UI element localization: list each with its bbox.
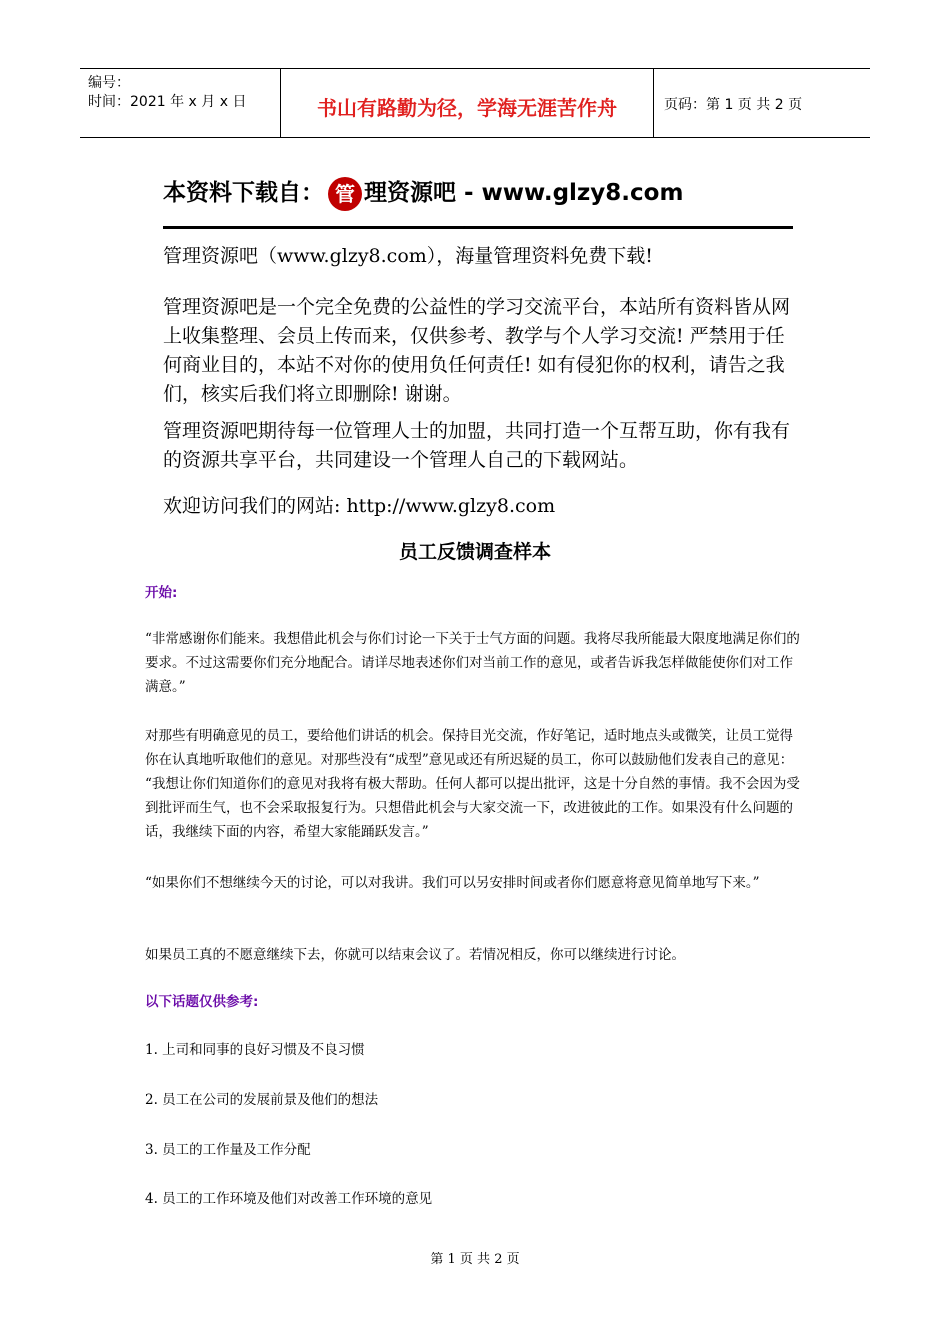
topics-heading: 以下话题仅供参考: [145,994,259,1010]
para-4-block [145,943,805,967]
banner-text [163,174,683,211]
page-label: 页码：第 1 页 共 2 页 [664,97,803,113]
body-paragraph-2: 对那些有明确意见的员工，要给他们讲话的机会。保持目光交流，作好笔记，适时地点头或微笑，让员工觉得你在认真地听取他们的意见。对那些没有“成型”意见或还有所迟疑的员工，你可以鼓励他们发表自己的意见： “我想让你们知道你们的意见对我将有极大帮助。任何人都可以提出批评，这是十分自然的事情。我不会因为受到批评而生气，也不会采取报复行为。只想借此机会与大家交流一下，改进彼此的工作。如果没有什么问题的话，我继续下面的内容，希望大家能踊跃发言。” [145,728,800,840]
body-paragraph-1: “非常感谢你们能来。我想借此机会与你们讨论一下关于士气方面的问题。我将尽我所能最大限度地满足你们的要求。不过这需要你们充分地配合。请详尽地表述你们对当前工作的意见，或者告诉我怎样做能使你们对工作满意。” [145,631,800,695]
banner-prefix: 本资料下载自： [163,180,324,206]
intro-block-2 [163,293,803,409]
document-title: 员工反馈调查样本 [398,541,551,563]
serial-label: 编号： [88,75,130,91]
header-right-cell [654,69,870,137]
start-heading-block [145,581,805,605]
header-center-cell [281,69,654,137]
banner-site-name: 理资源吧 - www.glzy8.com [364,180,684,206]
topic-item-3: 3. 员工的工作量及工作分配 [145,1142,311,1158]
intro-block-3 [163,417,803,475]
para-3-block [145,871,805,895]
list-item [145,1187,805,1211]
topic-item-4: 4. 员工的工作环境及他们对改善工作环境的意见 [145,1191,433,1207]
body-paragraph-3: “如果你们不想继续今天的讨论，可以对我讲。我们可以另安排时间或者你们愿意将意见简单地写下来。” [145,875,760,891]
list-item [145,1038,805,1062]
page-header [80,68,870,138]
page-footer: 第 1 页 共 2 页 [430,1252,520,1267]
time-label: 时间：2021 年 x 月 x 日 [88,94,247,110]
motto: 书山有路勤为径，学海无涯苦作舟 [317,96,617,120]
para-2-block [145,724,805,844]
site-logo-icon: 管 [328,177,362,211]
intro-block-4 [163,492,803,521]
intro-paragraph-1: 管理资源吧（www.glzy8.com），海量管理资料免费下载! [163,245,653,267]
header-left-cell [80,69,281,137]
banner-rule [163,226,793,229]
start-heading: 开始: [145,585,178,601]
para-1-block [145,627,805,699]
download-banner [163,170,793,232]
intro-paragraph-4: 欢迎访问我们的网站: http://www.glzy8.com [163,495,556,517]
topic-item-2: 2. 员工在公司的发展前景及他们的想法 [145,1092,379,1108]
body-paragraph-4: 如果员工真的不愿意继续下去，你就可以结束会议了。若情况相反，你可以继续进行讨论。 [145,947,685,963]
list-item [145,1088,805,1112]
topic-item-1: 1. 上司和同事的良好习惯及不良习惯 [145,1042,365,1058]
list-item [145,1138,805,1162]
intro-paragraph-2: 管理资源吧是一个完全免费的公益性的学习交流平台，本站所有资料皆从网上收集整理、会员上传而来，仅供参考、教学与个人学习交流! 严禁用于任何商业目的，本站不对你的使用负任何责任! 如有侵犯你的权利，请告之我们，核实后我们将立即删除! 谢谢。 [163,296,791,405]
topics-heading-block [145,990,805,1014]
intro-line-1 [163,242,803,271]
intro-paragraph-3: 管理资源吧期待每一位管理人士的加盟，共同打造一个互帮互助，你有我有的资源共享平台，共同建设一个管理人自己的下载网站。 [163,420,791,471]
